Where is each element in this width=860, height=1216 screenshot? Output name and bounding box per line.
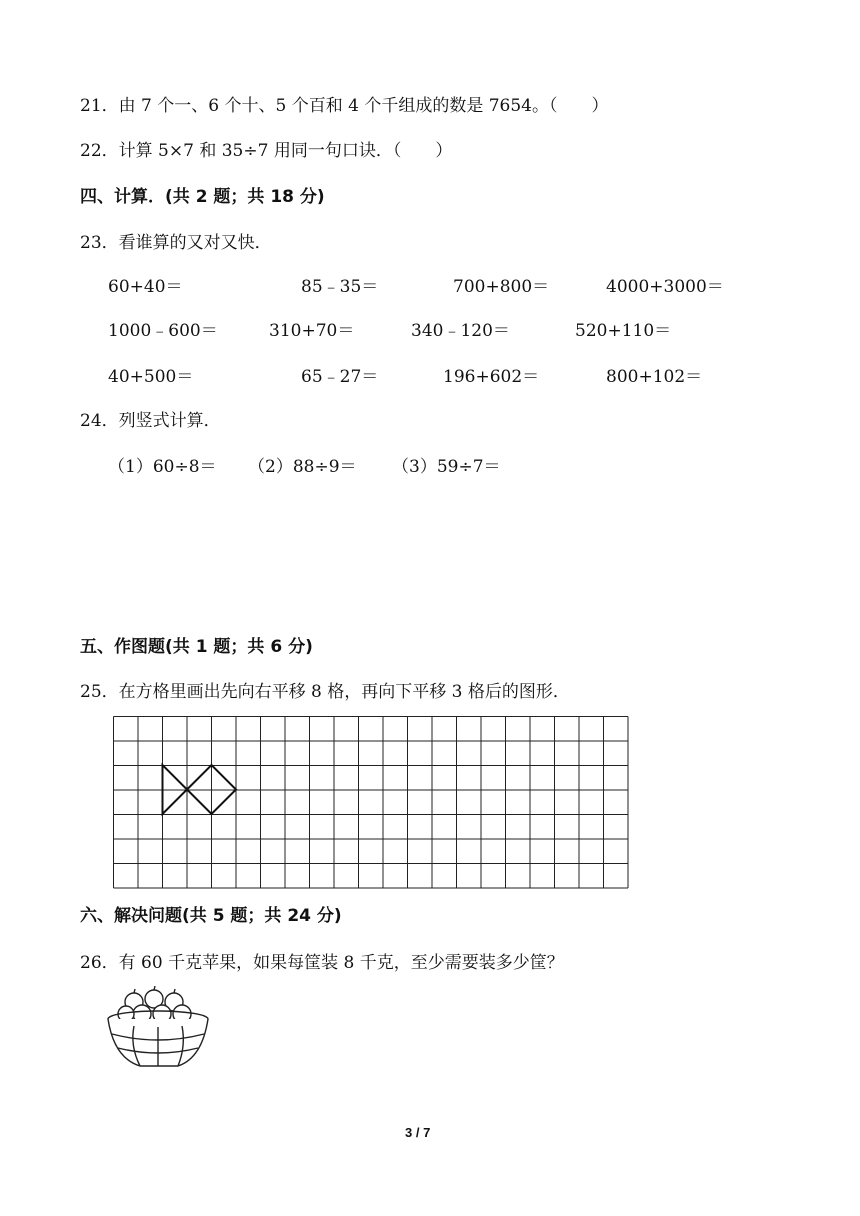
question-23: 23．看谁算的又对又快． [80, 233, 272, 253]
calc-r2-c2: 310+70＝ [269, 321, 355, 341]
question-26: 26．有 60 千克苹果，如果每筐装 8 千克，至少需要装多少筐？ [80, 953, 564, 973]
question-22: 22．计算 5×7 和 35÷7 用同一句口诀．（ ） [80, 141, 453, 161]
section-6-heading: 六、解决问题(共 5 题；共 24 分) [80, 906, 342, 926]
calc-r1-c4: 4000+3000＝ [606, 277, 724, 297]
calc-r1-c3: 700+800＝ [453, 277, 550, 297]
calc-r2-c4: 520+110＝ [575, 321, 672, 341]
calc-r1-c1: 60+40＝ [108, 277, 183, 297]
basket-icon [108, 1011, 208, 1066]
calc-r3-c2: 65﹣27＝ [301, 367, 379, 387]
section-5-heading: 五、作图题(共 1 题；共 6 分) [80, 637, 313, 657]
apple-basket-illustration [104, 986, 214, 1074]
question-21: 21．由 7 个一、6 个十、5 个百和 4 个千组成的数是 7654。（ ） [80, 96, 609, 116]
q24-item-1: （1）60÷8＝ [108, 457, 217, 477]
drawing-grid[interactable] [113, 716, 633, 896]
page-number: 3 / 7 [405, 1125, 431, 1140]
question-24: 24．列竖式计算． [80, 411, 221, 431]
calc-r1-c2: 85﹣35＝ [301, 277, 379, 297]
section-4-heading: 四、计算．(共 2 题；共 18 分) [80, 187, 325, 207]
calc-r3-c4: 800+102＝ [606, 367, 703, 387]
q24-item-2: （2）88÷9＝ [248, 457, 357, 477]
calc-r2-c1: 1000﹣600＝ [108, 321, 218, 341]
calc-r3-c3: 196+602＝ [443, 367, 540, 387]
grid-svg [113, 716, 633, 892]
apple-icon [118, 986, 191, 1023]
question-25: 25．在方格里画出先向右平移 8 格，再向下平移 3 格后的图形． [80, 682, 570, 702]
calc-r3-c1: 40+500＝ [108, 367, 194, 387]
q24-item-3: （3）59÷7＝ [392, 457, 501, 477]
calc-r2-c3: 340﹣120＝ [411, 321, 510, 341]
